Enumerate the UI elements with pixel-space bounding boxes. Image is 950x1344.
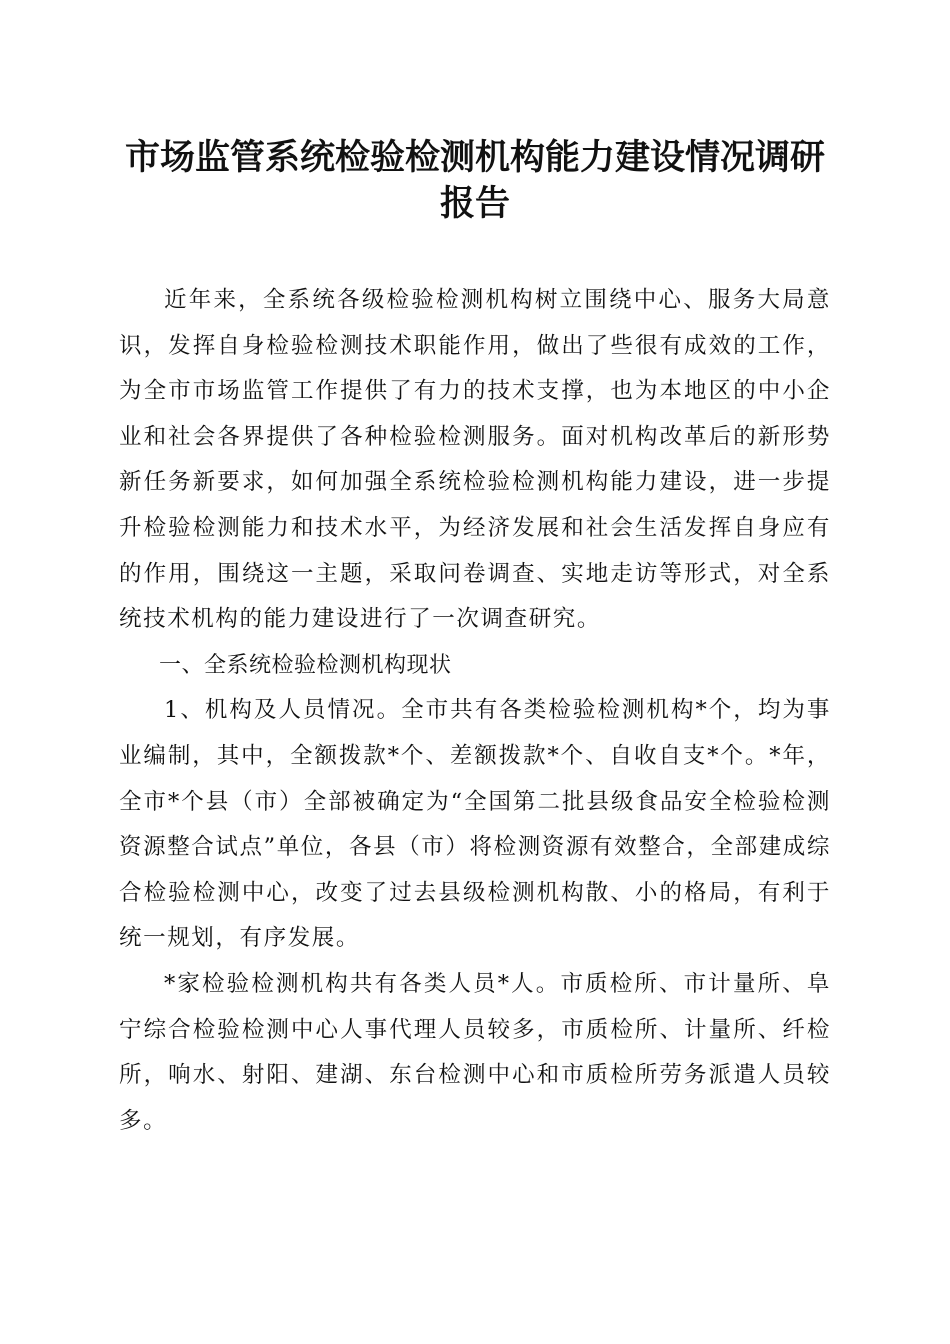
document-title-line-1: 市场监管系统检验检测机构能力建设情况调研 <box>124 137 825 178</box>
intro-paragraph: 近年来，全系统各级检验检测机构树立围绕中心、服务大局意识，发挥自身检验检测技术职能作用，做出了些很有成效的工作，为全市市场监管工作提供了有力的技术支撑，也为本地区的中小企业和社会各界提供了各种检验检测服务。面对机构改革后的新形势新任务新要求，如何加强全系统检验检测机构能力建设，进一步提升检验检测能力和技术水平，为经济发展和社会生活发挥自身应有的作用，围绕这一主题，采取问卷调查、实地走访等形式，对全系统技术机构的能力建设进行了一次调查研究。 <box>119 287 831 633</box>
document-body <box>119 278 831 1144</box>
institutions-paragraph: 1、机构及人员情况。全市共有各类检验检测机构*个，均为事业编制，其中，全额拨款*个、差额拨款*个、自收自支*个。*年，全市*个县（市）全部被确定为“全国第二批县级食品安全检验检测资源整合试点”单位，各县（市）将检测资源有效整合，全部建成综合检验检测中心，改变了过去县级检测机构散、小的格局，有利于统一规划，有序发展。 <box>119 697 832 952</box>
staff-paragraph: *家检验检测机构共有各类人员*人。市质检所、市计量所、阜宁综合检验检测中心人事代理人员较多，市质检所、计量所、纤检所，响水、射阳、建湖、东台检测中心和市质检所劳务派遣人员较多。 <box>119 970 831 1134</box>
document-title-line-2: 报告 <box>439 183 510 224</box>
section-heading: 一、全系统检验检测机构现状 <box>159 652 452 678</box>
